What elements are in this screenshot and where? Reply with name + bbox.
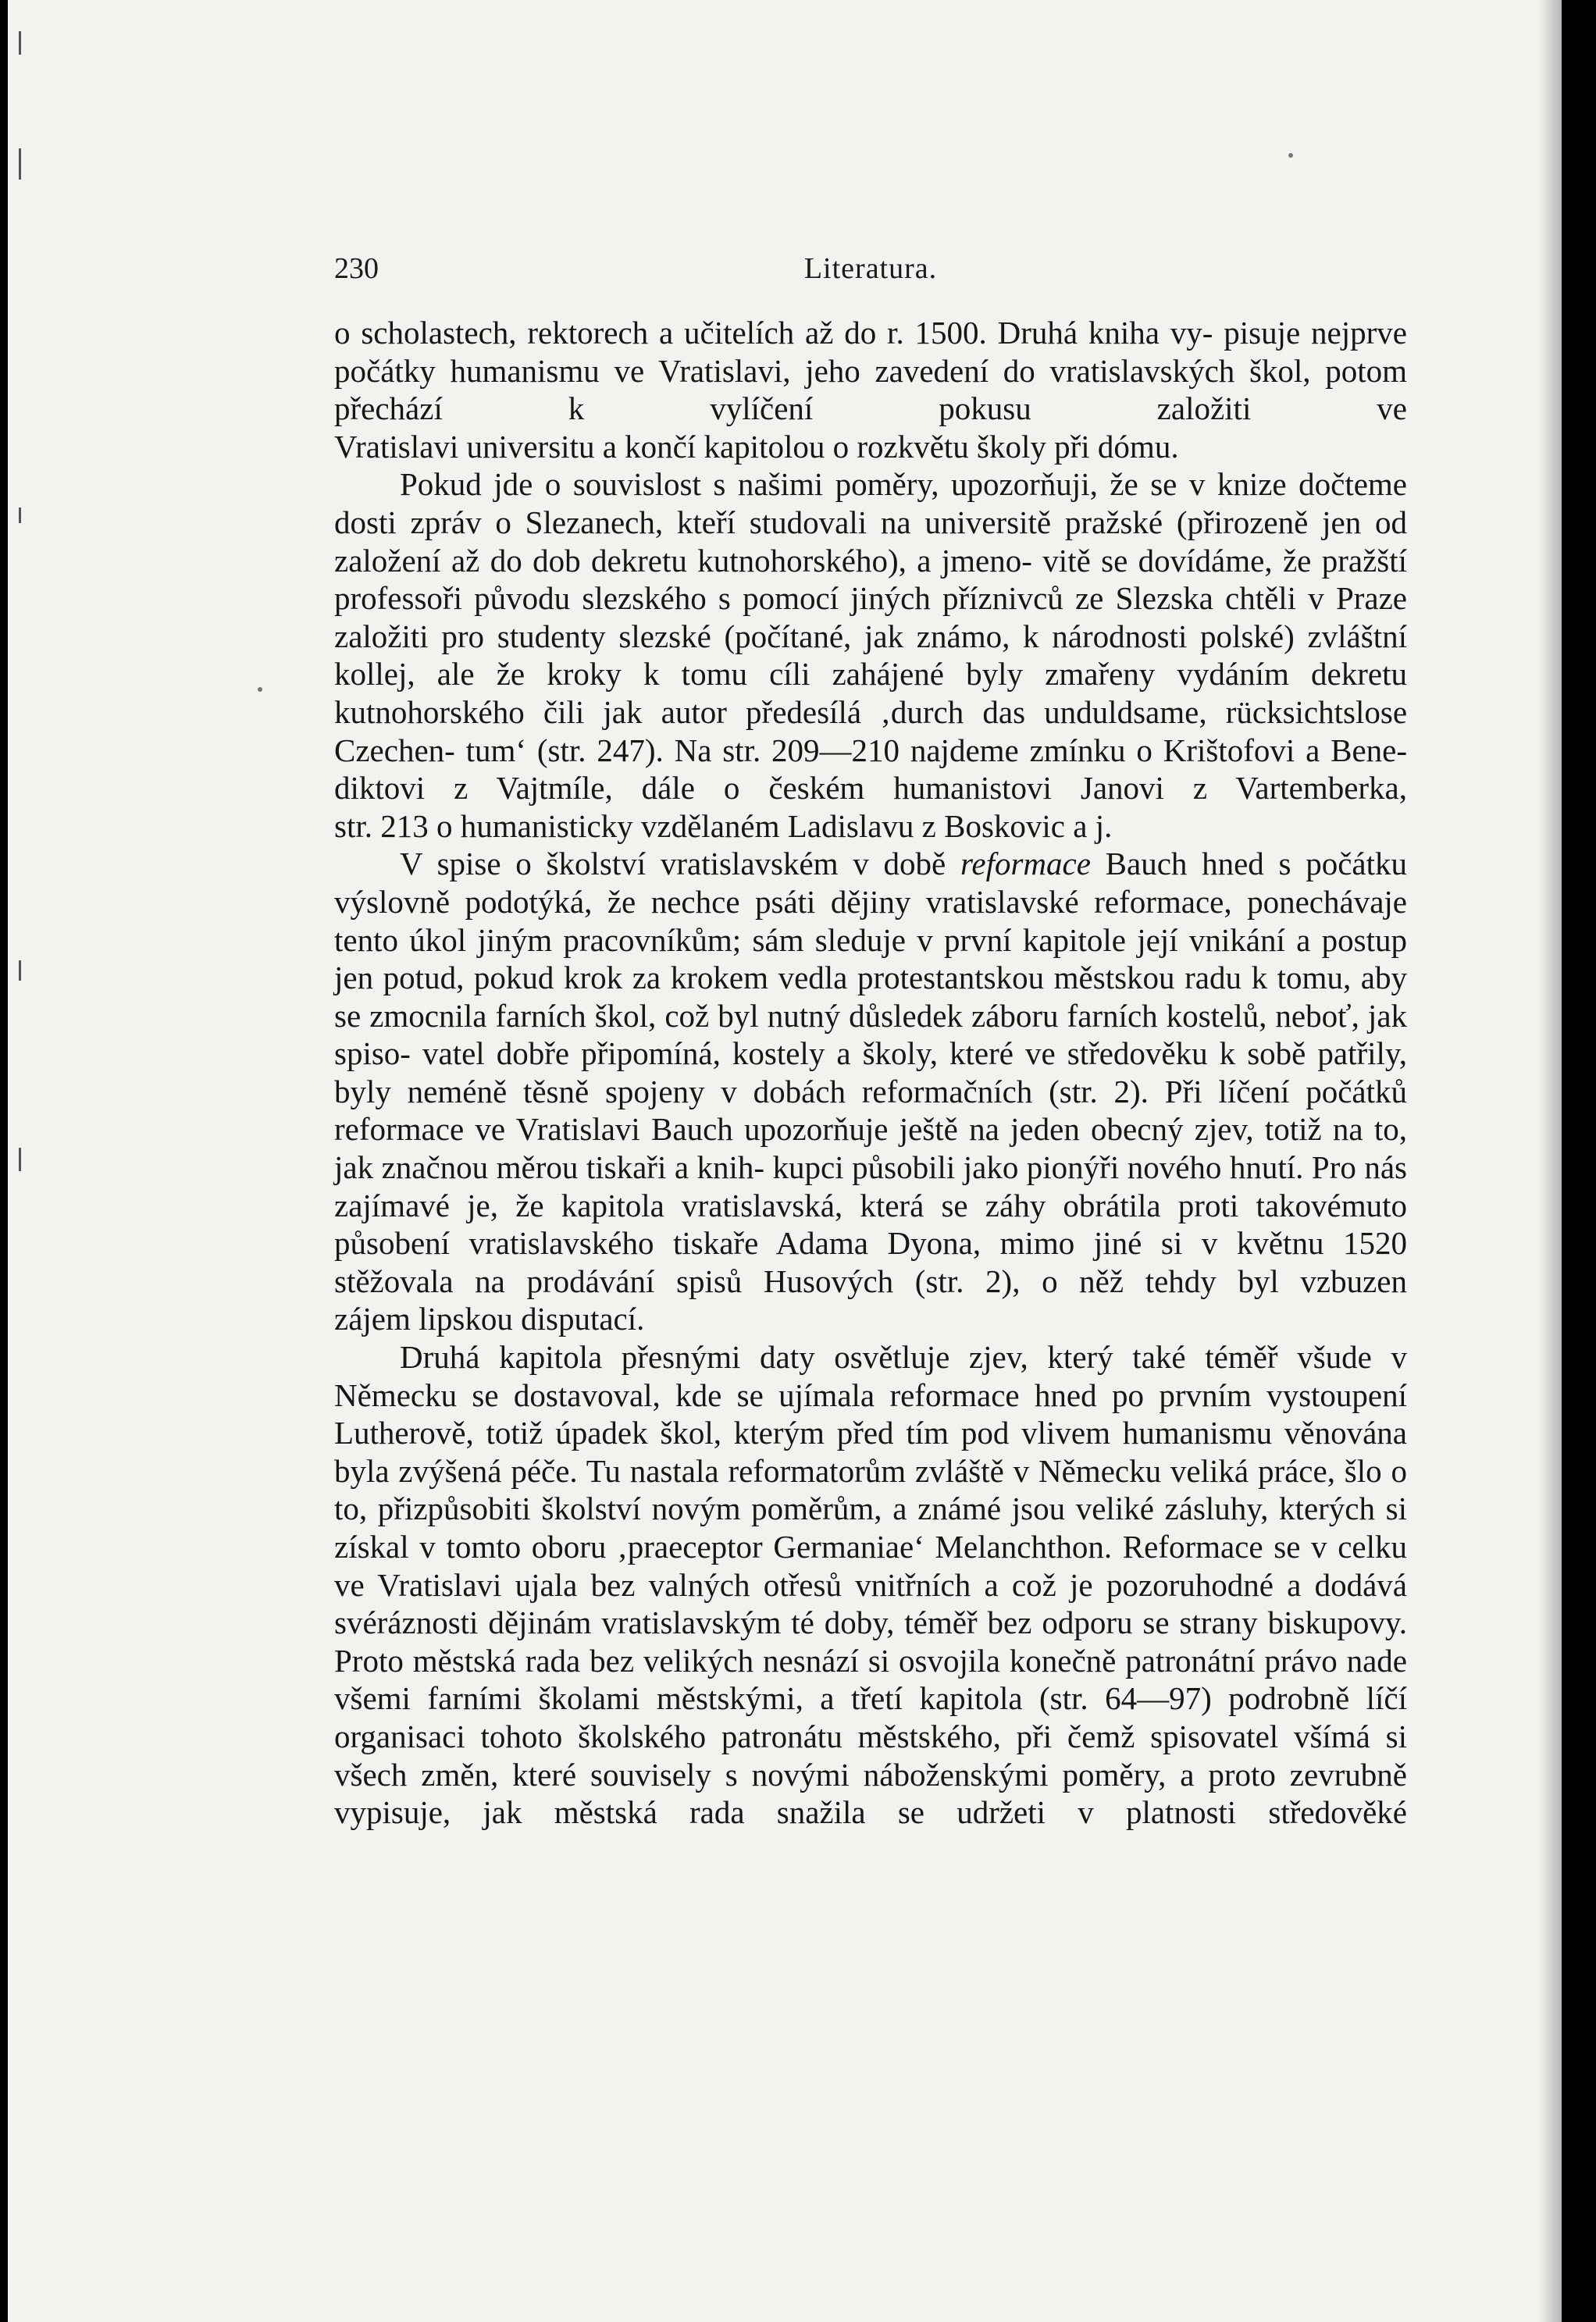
page-header <box>334 251 1407 290</box>
page-number: 230 <box>334 252 379 285</box>
body-text <box>334 314 1407 1832</box>
paragraph-second-chapter: Druhá kapitola přesnými daty osvětluje zjev, který také téměř všude v Německu se dostavoval, kde se ujímala reformace hned po prvním vystoupení Lutherově, totiž úpadek škol, kterým před tím pod vlivem humanismu věnována byla zvýšená péče. Tu nastala reformatorům zvláště v Německu veliká práce, šlo o to, přizpůsobiti školství novým poměrům, a známé jsou veliké zásluhy, kterých si získal v tomto oboru ‚praeceptor Germaniae‘ Melanchthon. Reformace se v celku ve Vratislavi ujala bez valných otřesů vnitřních a což je pozoruhodné a dodává svéráznosti dějinám vratislavským té doby, téměř bez odporu se strany biskupovy. Proto městská rada bez velikých nesnází si osvojila konečně patronátní právo nade všemi farními školami městskými, a třetí kapitola (str. 64—97) podrobně líčí organisaci tohoto školského patronátu městského, při čemž spisovatel všímá si všech změn, které souvisely s novými náboženskými poměry, a proto zevrubně vypisuje, jak městská rada snažila se udržeti v platnosti středověké <box>334 1339 1408 1831</box>
running-title: Literatura. <box>803 252 938 285</box>
paragraph-reformation-end: zájem lipskou disputací. <box>334 1301 645 1337</box>
scan-speck <box>1288 153 1293 158</box>
paragraph-continuation-end: Vratislavi universitu a končí kapitolou o rozkvětu školy při dómu. <box>334 428 1179 465</box>
page-edge-shadow <box>1538 0 1562 2322</box>
paragraph-silesians-end: str. 213 o humanisticky vzdělaném Ladislavu z Boskovic a j. <box>334 807 1113 844</box>
paragraph-silesians: Pokud jde o souvislost s našimi poměry, upozorňuji, že se v knize dočteme dosti zpráv o Slezanech, kteří studovali na universitě pražské (přirozeně jen od založení až do dob dekretu kutnohorského), a jmeno- vitě se dovídáme, že pražští professoři původu slezského s pomocí jiných příznivců ze Slezska chtěli v Praze založiti pro studenty slezské (počítané, jak známo, k národnosti polské) zvláštní kollej, ale že kroky k tomu cíli zahájené byly zmařeny vydáním dekretu kutnohorského čili jak autor předesílá ‚durch das unduldsame, rücksichtslose Czechen- tum‘ (str. 247). Na str. 209—210 najdeme zmínku o Krištofovi a Bene- diktovi z Vajtmíle, dále o českém humanistovi Janovi z Vartemberka, <box>334 466 1408 807</box>
scan-edge-marks <box>19 0 22 2322</box>
scan-speck <box>258 687 262 692</box>
italic-word: reformace <box>960 846 1091 882</box>
paragraph-reformation: V spise o školství vratislavském v době reformace Bauch hned s počátku výslovně podotýká, že nechce psáti dějiny vratislavské reformace, ponechávaje tento úkol jiným pracovníkům; sám sleduje v první kapitole její vnikání a postup jen potud, pokud krok za krokem vedla protestantskou městskou radu k tomu, aby se zmocnila farních škol, což byl nutný důsledek záboru farních kostelů, neboť, jak spiso- vatel dobře připomíná, kostely a školy, které ve středověku k sobě patřily, byly neméně těsně spojeny v dobách reformačních (str. 2). Při líčení počátků reformace ve Vratislavi Bauch upozorňuje ještě na jeden obecný zjev, totiž na to, jak značnou měrou tiskaři a knih- kupci působili jako pionýři nového hnutí. Pro nás zajímavé je, že kapitola vratislavská, která se záhy obrátila proti takovémuto působení vratislavského tiskaře Adama Dyona, mimo jiné si v květnu 1520 stěžovala na prodávání spisů Husových (str. 2), o něž tehdy byl vzbuzen <box>334 846 1408 1299</box>
book-page <box>8 0 1562 2322</box>
paragraph-continuation: o scholastech, rektorech a učitelích až do r. 1500. Druhá kniha vy- pisuje nejprve počátky humanismu ve Vratislavi, jeho zavedení do vratislavských škol, potom přechází k vylíčení pokusu založiti ve <box>334 315 1408 427</box>
